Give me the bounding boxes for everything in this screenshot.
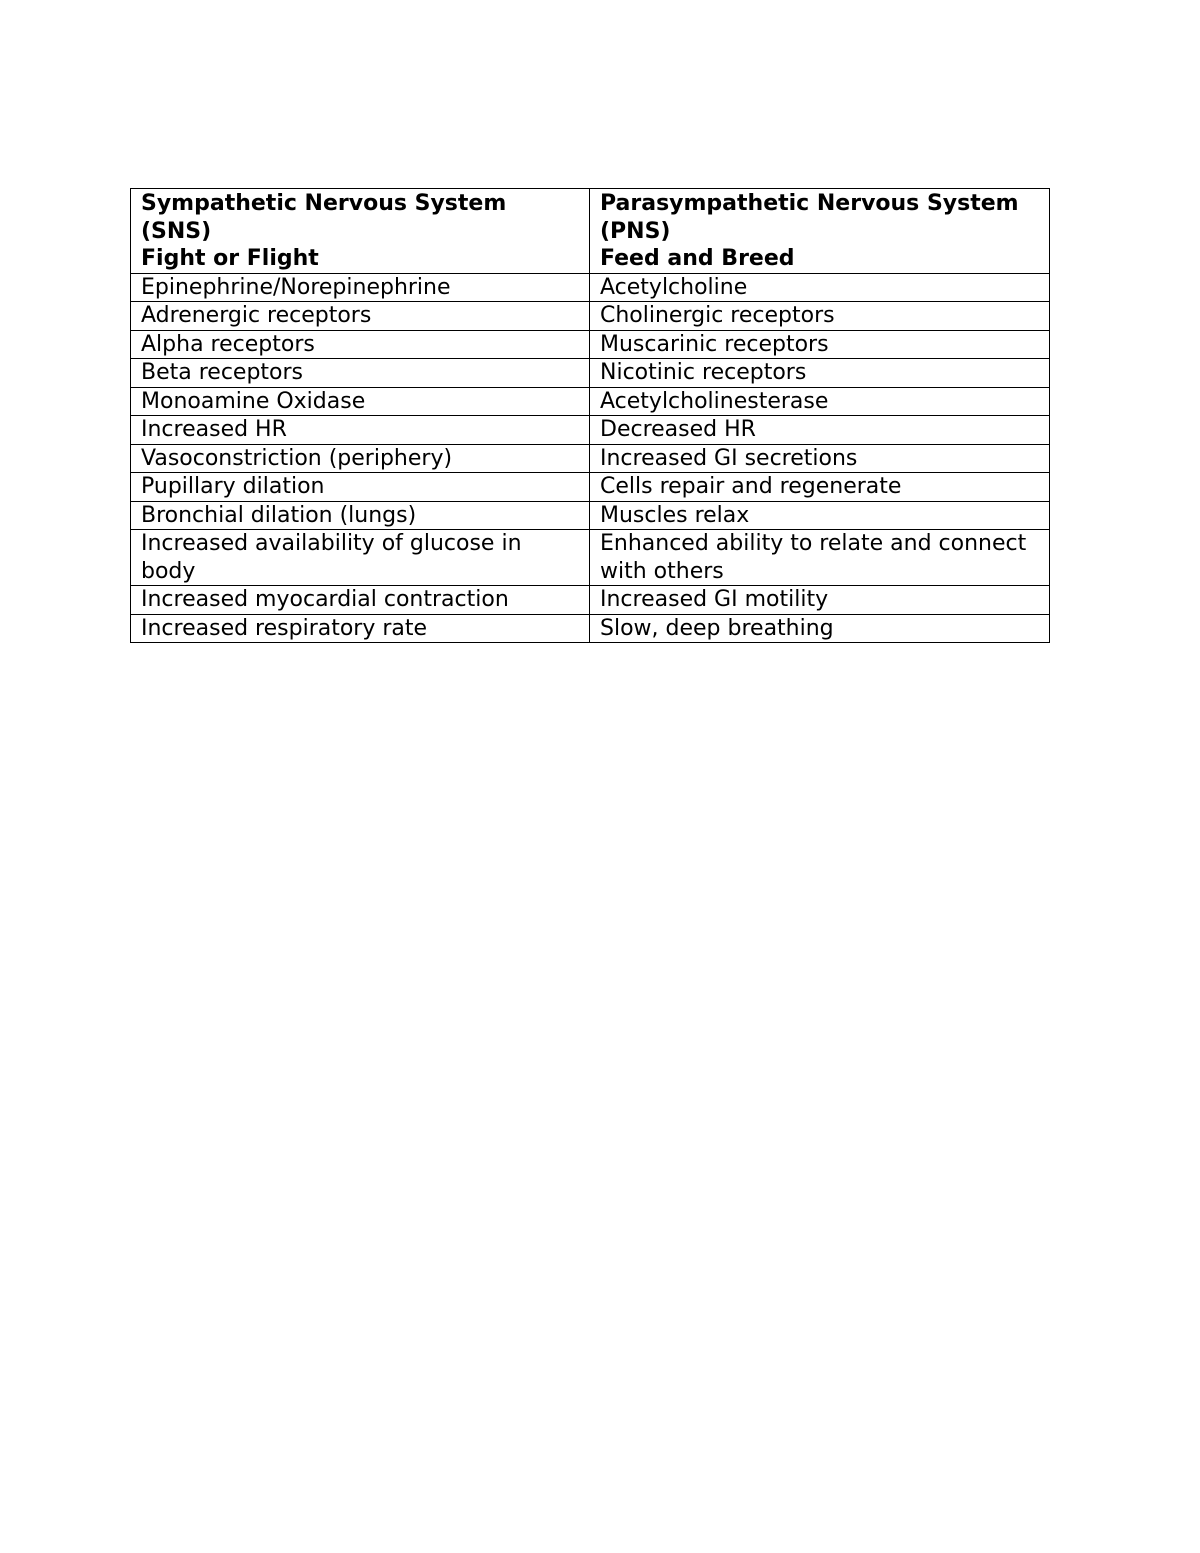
pns-cell: Muscarinic receptors	[590, 330, 1050, 359]
table-row	[131, 302, 1050, 331]
pns-cell: Cholinergic receptors	[590, 302, 1050, 331]
table-row	[131, 530, 1050, 586]
header-row	[131, 189, 1050, 274]
pns-cell: Nicotinic receptors	[590, 359, 1050, 388]
sns-cell: Increased HR	[131, 416, 590, 445]
table-row	[131, 416, 1050, 445]
table-row	[131, 444, 1050, 473]
sns-cell: Alpha receptors	[131, 330, 590, 359]
sns-cell: Increased respiratory rate	[131, 614, 590, 643]
table-row	[131, 330, 1050, 359]
pns-cell: Cells repair and regenerate	[590, 473, 1050, 502]
sns-cell: Beta receptors	[131, 359, 590, 388]
sns-subtitle: Fight or Flight	[141, 246, 319, 271]
pns-cell: Enhanced ability to relate and connect with others	[590, 530, 1050, 586]
table-body	[131, 273, 1050, 643]
pns-cell: Decreased HR	[590, 416, 1050, 445]
sns-cell: Adrenergic receptors	[131, 302, 590, 331]
pns-cell: Acetylcholine	[590, 273, 1050, 302]
sns-title: Sympathetic Nervous System (SNS)	[141, 191, 507, 244]
table-row	[131, 359, 1050, 388]
sns-cell: Increased myocardial contraction	[131, 586, 590, 615]
sns-cell: Increased availability of glucose in body	[131, 530, 590, 586]
pns-subtitle: Feed and Breed	[600, 246, 795, 271]
pns-cell: Increased GI motility	[590, 586, 1050, 615]
header-cell-pns	[590, 189, 1050, 274]
pns-cell: Acetylcholinesterase	[590, 387, 1050, 416]
pns-title: Parasympathetic Nervous System (PNS)	[600, 191, 1019, 244]
pns-cell: Slow, deep breathing	[590, 614, 1050, 643]
sns-pns-comparison-table	[130, 188, 1050, 643]
table-row	[131, 473, 1050, 502]
pns-cell: Increased GI secretions	[590, 444, 1050, 473]
sns-cell: Bronchial dilation (lungs)	[131, 501, 590, 530]
table-row	[131, 614, 1050, 643]
table-header	[131, 189, 1050, 274]
pns-cell: Muscles relax	[590, 501, 1050, 530]
sns-cell: Vasoconstriction (periphery)	[131, 444, 590, 473]
sns-cell: Monoamine Oxidase	[131, 387, 590, 416]
table-row	[131, 387, 1050, 416]
table-row	[131, 586, 1050, 615]
sns-cell: Pupillary dilation	[131, 473, 590, 502]
header-cell-sns	[131, 189, 590, 274]
table-row	[131, 501, 1050, 530]
sns-cell: Epinephrine/Norepinephrine	[131, 273, 590, 302]
table-row	[131, 273, 1050, 302]
